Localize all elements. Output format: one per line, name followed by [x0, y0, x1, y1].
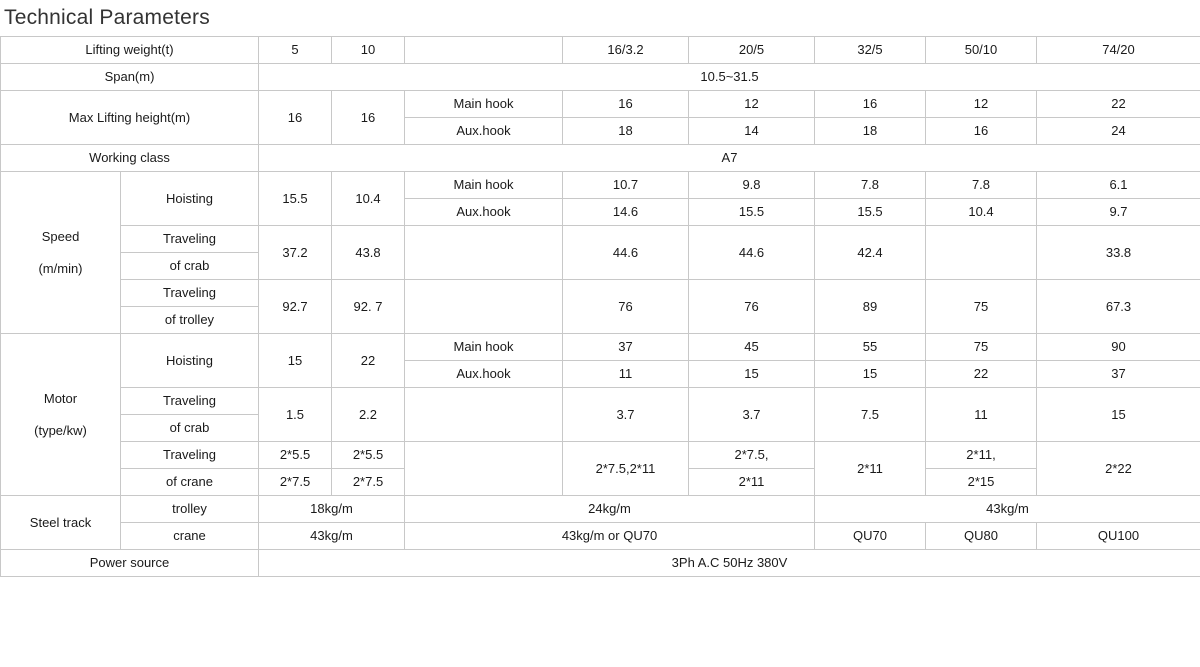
- lifting-weight-value-16: 16/3.2: [563, 37, 689, 64]
- motor-crab-5: 1.5: [259, 388, 332, 442]
- motor-crab-16: 3.7: [563, 388, 689, 442]
- speed-trolley-50: 75: [926, 280, 1037, 334]
- speed-hoisting-main-74: 6.1: [1037, 172, 1200, 199]
- motor-crab-10: 2.2: [332, 388, 405, 442]
- steel-track-crane-c: QU70: [815, 523, 926, 550]
- lifting-weight-label: Lifting weight(t): [1, 37, 259, 64]
- motor-crab-74: 15: [1037, 388, 1200, 442]
- steel-track-trolley-b: 24kg/m: [405, 496, 815, 523]
- table-row-power-source: [1, 550, 1200, 577]
- motor-crab-20: 3.7: [689, 388, 815, 442]
- speed-hoisting-aux-20: 15.5: [689, 199, 815, 226]
- speed-hoisting-5: 15.5: [259, 172, 332, 226]
- table-row-motor-crab-top: [1, 388, 1200, 415]
- speed-crab-10: 43.8: [332, 226, 405, 280]
- motor-crane-5-line1: 2*5.5: [259, 442, 332, 469]
- motor-crane-10-line2: 2*7.5: [332, 469, 405, 496]
- steel-track-trolley-label: trolley: [121, 496, 259, 523]
- speed-crab-50: [926, 226, 1037, 280]
- working-class-label: Working class: [1, 145, 259, 172]
- speed-label: Speed: [41, 228, 80, 244]
- max-height-main-74: 22: [1037, 91, 1200, 118]
- max-height-aux-32: 18: [815, 118, 926, 145]
- lifting-weight-value-10: 10: [332, 37, 405, 64]
- steel-track-crane-a: 43kg/m: [259, 523, 405, 550]
- max-height-main-20: 12: [689, 91, 815, 118]
- table-row-working-class: [1, 145, 1200, 172]
- speed-hoisting-aux-16: 14.6: [563, 199, 689, 226]
- motor-crane-50-line1: 2*11,: [926, 442, 1037, 469]
- table-row-steel-track-crane: [1, 523, 1200, 550]
- lifting-weight-value-50: 50/10: [926, 37, 1037, 64]
- technical-parameters-table: [0, 36, 1200, 577]
- table-row-steel-track-trolley: [1, 496, 1200, 523]
- motor-hoisting-label: Hoisting: [121, 334, 259, 388]
- power-source-label: Power source: [1, 550, 259, 577]
- speed-hoisting-aux-74: 9.7: [1037, 199, 1200, 226]
- speed-hoisting-aux-32: 15.5: [815, 199, 926, 226]
- motor-hoisting-aux-32: 15: [815, 361, 926, 388]
- table-row-speed-hoisting-main: [1, 172, 1200, 199]
- lifting-weight-value-32: 32/5: [815, 37, 926, 64]
- motor-hoisting-main-16: 37: [563, 334, 689, 361]
- speed-trolley-blank: [405, 280, 563, 334]
- motor-hoisting-main-32: 55: [815, 334, 926, 361]
- power-source-value: 3Ph A.C 50Hz 380V: [259, 550, 1200, 577]
- speed-crab-20: 44.6: [689, 226, 815, 280]
- max-height-main-32: 16: [815, 91, 926, 118]
- max-height-5: 16: [259, 91, 332, 145]
- motor-hoisting-aux-16: 11: [563, 361, 689, 388]
- speed-hoisting-main-32: 7.8: [815, 172, 926, 199]
- max-height-main-16: 16: [563, 91, 689, 118]
- steel-track-trolley-a: 18kg/m: [259, 496, 405, 523]
- motor-crane-20-line1: 2*7.5,: [689, 442, 815, 469]
- speed-trolley-10: 92. 7: [332, 280, 405, 334]
- motor-crane-16: 2*7.5,2*11: [563, 442, 689, 496]
- speed-unit: (m/min): [38, 260, 83, 276]
- motor-group-label: [1, 334, 121, 496]
- span-label: Span(m): [1, 64, 259, 91]
- motor-crane-label-line1: Traveling: [121, 442, 259, 469]
- speed-trolley-label-line2: of trolley: [121, 307, 259, 334]
- steel-track-label: Steel track: [1, 496, 121, 550]
- steel-track-crane-b: 43kg/m or QU70: [405, 523, 815, 550]
- max-height-10: 16: [332, 91, 405, 145]
- main-hook-label: Main hook: [405, 91, 563, 118]
- lifting-weight-value-20: 20/5: [689, 37, 815, 64]
- table-row-speed-crab-top: [1, 226, 1200, 253]
- speed-trolley-16: 76: [563, 280, 689, 334]
- max-height-aux-20: 14: [689, 118, 815, 145]
- speed-hoisting-main-20: 9.8: [689, 172, 815, 199]
- lifting-weight-value-74: 74/20: [1037, 37, 1200, 64]
- motor-crab-32: 7.5: [815, 388, 926, 442]
- table-row-speed-trolley-top: [1, 280, 1200, 307]
- speed-aux-hook-label: Aux.hook: [405, 199, 563, 226]
- steel-track-trolley-c: 43kg/m: [815, 496, 1200, 523]
- speed-crab-32: 42.4: [815, 226, 926, 280]
- motor-hoisting-main-74: 90: [1037, 334, 1200, 361]
- max-height-aux-74: 24: [1037, 118, 1200, 145]
- steel-track-crane-e: QU100: [1037, 523, 1200, 550]
- page-title: Technical Parameters: [4, 6, 210, 29]
- motor-aux-hook-label: Aux.hook: [405, 361, 563, 388]
- motor-crane-50-line2: 2*15: [926, 469, 1037, 496]
- max-height-aux-50: 16: [926, 118, 1037, 145]
- lifting-weight-value-5: 5: [259, 37, 332, 64]
- max-height-main-50: 12: [926, 91, 1037, 118]
- motor-hoisting-aux-20: 15: [689, 361, 815, 388]
- speed-main-hook-label: Main hook: [405, 172, 563, 199]
- motor-crab-label-line2: of crab: [121, 415, 259, 442]
- motor-crane-10-line1: 2*5.5: [332, 442, 405, 469]
- speed-trolley-label-line1: Traveling: [121, 280, 259, 307]
- speed-crab-5: 37.2: [259, 226, 332, 280]
- speed-hoisting-main-16: 10.7: [563, 172, 689, 199]
- steel-track-crane-d: QU80: [926, 523, 1037, 550]
- working-class-value: A7: [259, 145, 1200, 172]
- motor-crane-5-line2: 2*7.5: [259, 469, 332, 496]
- speed-trolley-5: 92.7: [259, 280, 332, 334]
- motor-crane-label-line2: of crane: [121, 469, 259, 496]
- speed-hoisting-main-50: 7.8: [926, 172, 1037, 199]
- lifting-weight-blank: [405, 37, 563, 64]
- table-row-motor-crane-top: [1, 442, 1200, 469]
- speed-crab-74: 33.8: [1037, 226, 1200, 280]
- motor-hoisting-5: 15: [259, 334, 332, 388]
- table-row-lifting-weight: [1, 37, 1200, 64]
- motor-main-hook-label: Main hook: [405, 334, 563, 361]
- motor-hoisting-aux-74: 37: [1037, 361, 1200, 388]
- motor-crab-label-line1: Traveling: [121, 388, 259, 415]
- steel-track-crane-label: crane: [121, 523, 259, 550]
- motor-crab-50: 11: [926, 388, 1037, 442]
- speed-hoisting-aux-50: 10.4: [926, 199, 1037, 226]
- motor-hoisting-aux-50: 22: [926, 361, 1037, 388]
- speed-crab-blank: [405, 226, 563, 280]
- speed-trolley-74: 67.3: [1037, 280, 1200, 334]
- speed-trolley-32: 89: [815, 280, 926, 334]
- motor-crane-blank: [405, 442, 563, 496]
- motor-hoisting-main-50: 75: [926, 334, 1037, 361]
- motor-unit: (type/kw): [34, 422, 87, 438]
- max-lifting-height-label: Max Lifting height(m): [1, 91, 259, 145]
- motor-crab-blank: [405, 388, 563, 442]
- motor-crane-20-line2: 2*11: [689, 469, 815, 496]
- aux-hook-label: Aux.hook: [405, 118, 563, 145]
- motor-hoisting-10: 22: [332, 334, 405, 388]
- motor-crane-32: 2*11: [815, 442, 926, 496]
- speed-crab-label-line2: of crab: [121, 253, 259, 280]
- table-row-motor-hoisting-main: [1, 334, 1200, 361]
- table-row-max-height-main: [1, 91, 1200, 118]
- motor-crane-74: 2*22: [1037, 442, 1200, 496]
- speed-group-label: [1, 172, 121, 334]
- speed-crab-label-line1: Traveling: [121, 226, 259, 253]
- max-height-aux-16: 18: [563, 118, 689, 145]
- speed-hoisting-label: Hoisting: [121, 172, 259, 226]
- speed-trolley-20: 76: [689, 280, 815, 334]
- motor-label: Motor: [43, 390, 78, 406]
- table-row-span: [1, 64, 1200, 91]
- speed-hoisting-10: 10.4: [332, 172, 405, 226]
- motor-hoisting-main-20: 45: [689, 334, 815, 361]
- span-value: 10.5~31.5: [259, 64, 1200, 91]
- speed-crab-16: 44.6: [563, 226, 689, 280]
